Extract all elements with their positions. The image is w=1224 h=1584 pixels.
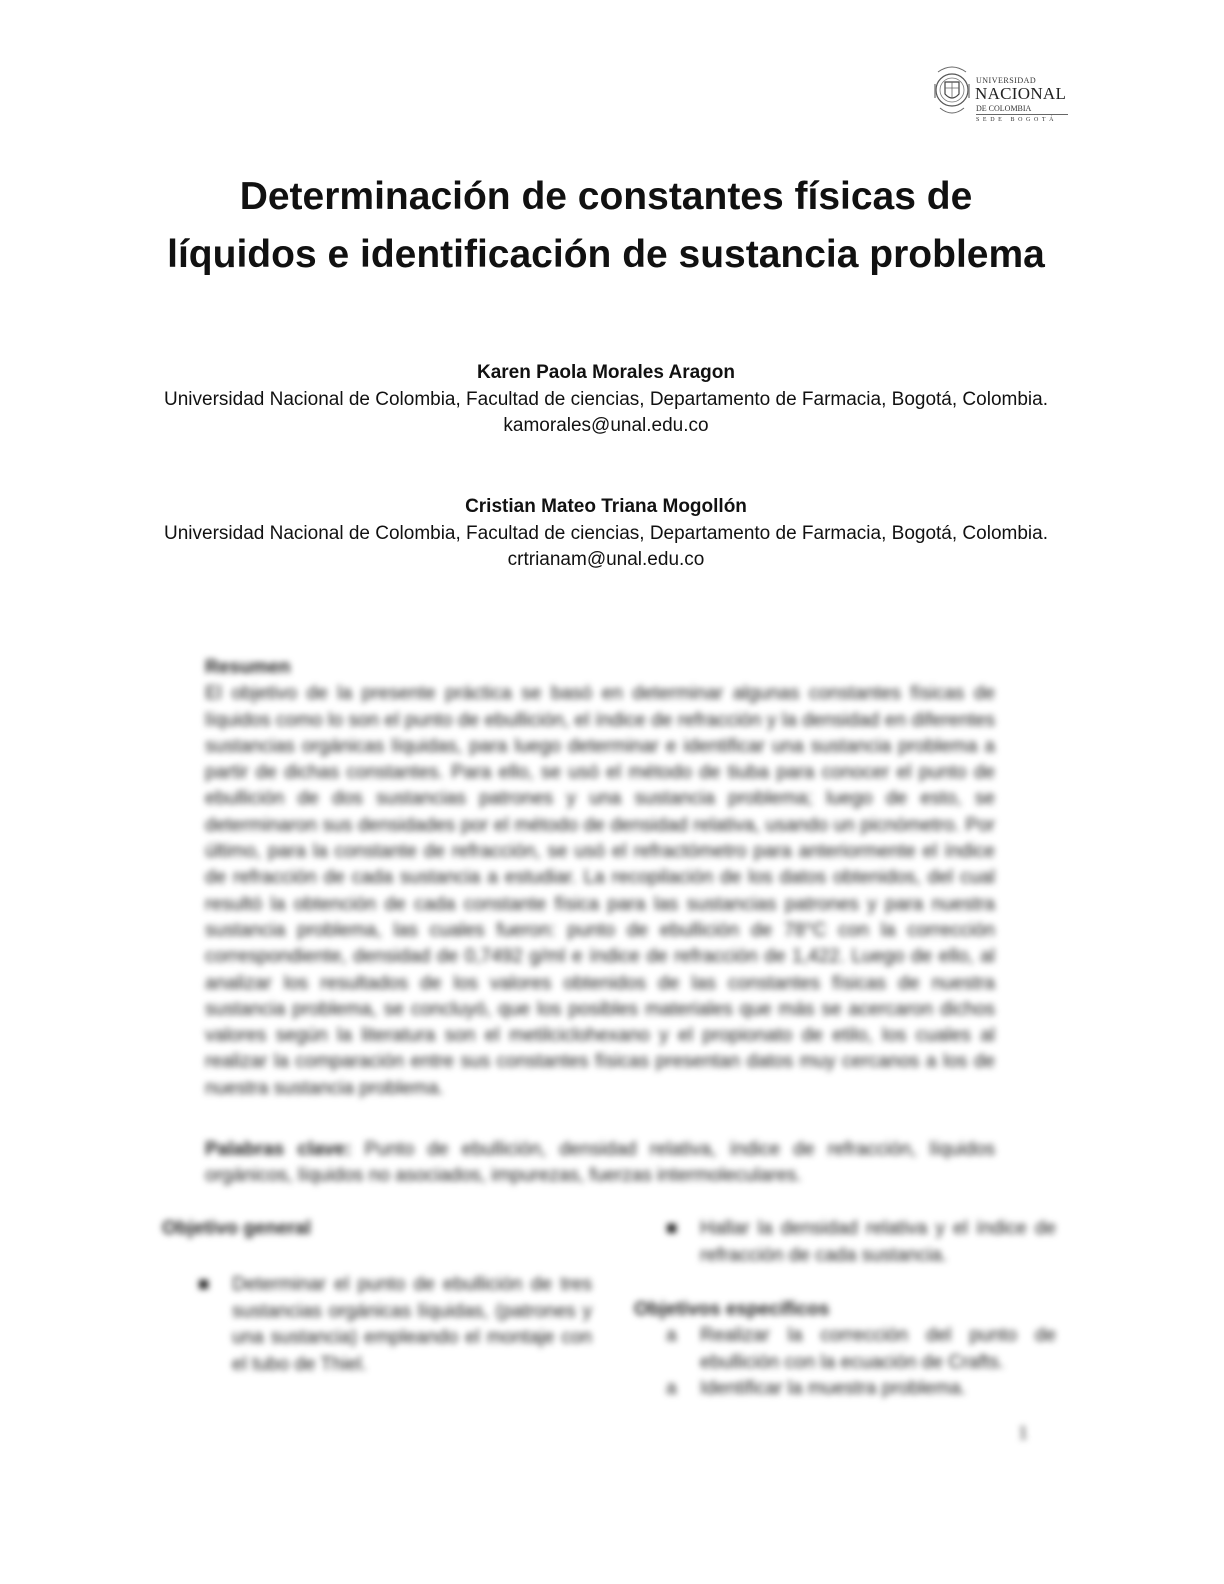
list-item-text: Realizar la corrección del punto de ebullición con la ecuación de Crafts. (700, 1325, 1056, 1373)
letter-bullet: a (666, 1325, 677, 1346)
university-logo (932, 64, 1068, 126)
list-item (666, 1323, 1056, 1376)
author-name: Karen Paola Morales Aragon (477, 362, 735, 383)
logo-divider (976, 114, 1068, 115)
general-objective-list (162, 1272, 592, 1378)
square-bullet-icon: ■ (198, 1274, 210, 1295)
author-email: kamorales@unal.edu.co (503, 415, 709, 436)
objectives-right-column (634, 1216, 1056, 1403)
logo-line-2: NACIONAL (975, 84, 1067, 103)
general-objective-title: Objetivo general (162, 1218, 311, 1239)
logo-line-1: UNIVERSIDAD (976, 76, 1037, 85)
author-name: Cristian Mateo Triana Mogollón (465, 496, 747, 517)
author-block-1 (160, 360, 1052, 440)
list-item-text: Determinar el punto de ebullición de tres sustancias orgánicas líquidas, (patrones y una sustancia) empleando el montaje con el tubo de Thiel. (232, 1274, 592, 1375)
author-affiliation: Universidad Nacional de Colombia, Facultad de ciencias, Departamento de Farmacia, Bogotá, Colombia. (164, 388, 1048, 410)
page-number: 1 (1018, 1422, 1028, 1444)
objectives-left-column (162, 1216, 592, 1378)
general-objective-list-continued (634, 1216, 1056, 1269)
specific-objectives-list (634, 1323, 1056, 1403)
specific-objectives-title: Objetivos específicos (634, 1299, 830, 1320)
letter-bullet: a (666, 1378, 677, 1399)
abstract-section (205, 655, 995, 1102)
keywords-paragraph (205, 1137, 995, 1190)
document-title: Determinación de constantes físicas de líquidos e identificación de sustancia problema (167, 175, 1045, 276)
list-item (198, 1272, 592, 1378)
list-item-text: Hallar la densidad relativa y el índice de refracción de cada sustancia. (700, 1218, 1056, 1266)
square-bullet-icon: ■ (666, 1218, 678, 1239)
logo-line-3: DE COLOMBIA (976, 104, 1032, 113)
logo-line-4: SEDE BOGOTÁ (976, 117, 1058, 123)
author-affiliation: Universidad Nacional de Colombia, Facultad de ciencias, Departamento de Farmacia, Bogotá, Colombia. (164, 522, 1048, 544)
keywords-label: Palabras clave: (205, 1139, 352, 1160)
abstract-heading: Resumen (205, 657, 291, 678)
author-email: crtrianam@unal.edu.co (507, 549, 705, 570)
list-item (666, 1376, 1056, 1403)
list-item-text: Identificar la muestra problema. (700, 1378, 967, 1399)
keywords-text: Punto de ebullición, densidad relativa, índice de refracción, líquidos orgánicos, líquidos no asociados, impurezas, fuerzas intermoleculares. (205, 1139, 996, 1187)
university-seal-icon (932, 64, 972, 122)
author-block-2 (160, 494, 1052, 574)
list-item (666, 1216, 1056, 1269)
abstract-body: El objetivo de la presente práctica se basó en determinar algunas constantes físicas de líquidos como lo son el punto de ebullición, el índice de refracción y la densidad en diferentes sustancias orgánicas líquidas, para luego determinar e identificar una sustancia problema a partir de dichas constantes. Para ello, se usó el método de tiuba para conocer el punto de ebullición de dos sustancias patrones y una sustancia problema; luego de esto, se determinaron sus densidades por el método de densidad relativa, usando un picnómetro. Por último, para la constante de refracción, se usó el refractómetro para anteriormente el índice de refracción de cada sustancia a estudiar. La recopilación de los datos obtenidos, del cual resultó la obtención de cada constante física para las sustancias patrones y para nuestra sustancia problema, las cuales fueron: punto de ebullición de 78°C con la corrección correspondiente, densidad de 0,7492 g/ml e índice de refracción de 1,422. Luego de ello, al analizar los resultados de los valores obtenidos de las constantes físicas de nuestra sustancia problema, se concluyó, que los posibles materiales que más se acercaron dichos valores según la literatura son el metilciclohexano y el propionato de etilo, los cuales al realizar la comparación entre sus constantes físicas presentan datos muy cercanos a los de nuestra sustancia problema. (205, 683, 995, 1099)
